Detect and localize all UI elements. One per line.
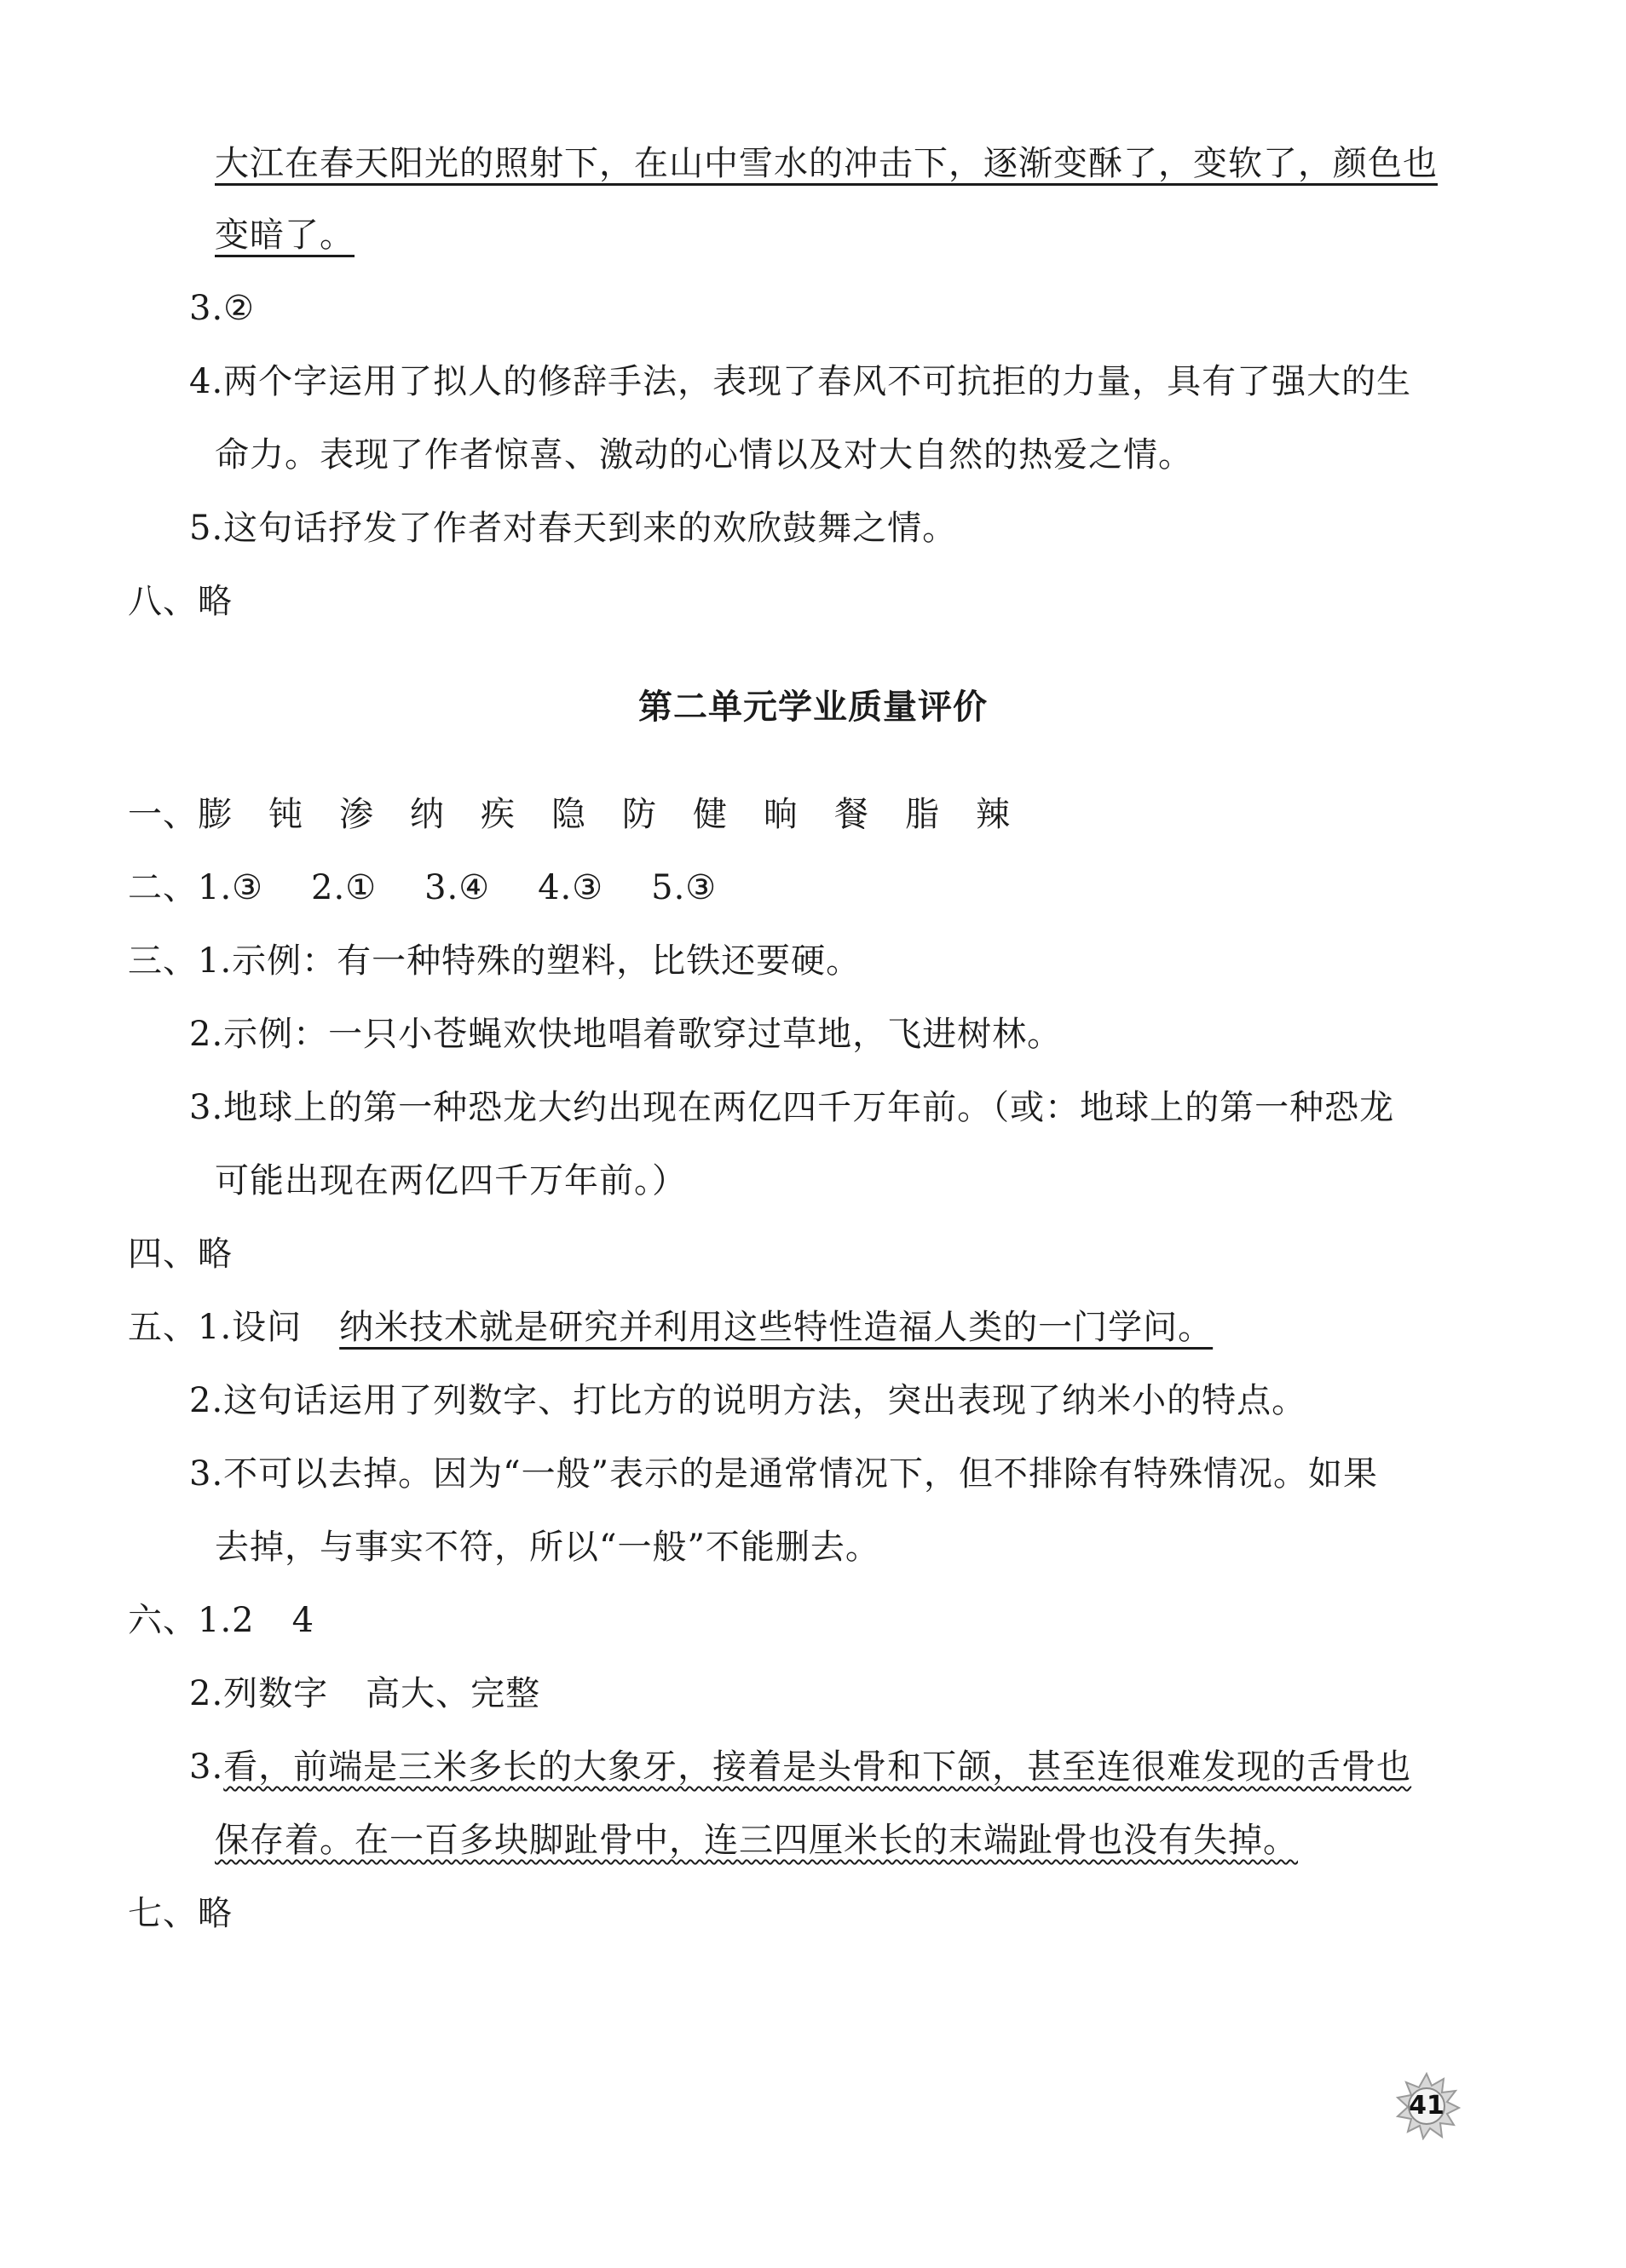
char-11: 脂 — [905, 795, 940, 834]
six-2-label: 2.列数字 — [189, 1674, 329, 1713]
char-5: 疾 — [481, 795, 516, 834]
five-1-label: 五、1.设问 — [128, 1308, 303, 1347]
char-6: 隐 — [551, 795, 586, 834]
six-3-wavy-sentence-2: 保存着。在一百多块脚趾骨中，连三四厘米长的末端趾骨也没有失掉。 — [215, 1821, 1298, 1860]
char-8: 健 — [693, 795, 728, 834]
char-9: 晌 — [764, 795, 799, 834]
page-number-badge — [1392, 2072, 1461, 2140]
char-7: 防 — [622, 795, 657, 834]
char-2: 钝 — [268, 795, 303, 834]
char-4: 纳 — [410, 795, 445, 834]
section-five-3-line-1: 3.不可以去掉。因为“一般”表示的是通常情况下，但不排除有特殊情况。如果 — [189, 1454, 1379, 1494]
section-three-2: 2.示例：一只小苍蝇欢快地唱着歌穿过草地，飞进树林。 — [189, 1015, 1063, 1054]
six-2-value: 高大、完整 — [366, 1674, 541, 1713]
paragraph-line-1: 大江在春天阳光的照射下，在山中雪水的冲击下，逐渐变酥了，变软了，颜色也 — [215, 144, 1438, 183]
section-two — [128, 866, 764, 910]
section-three-3-line-1: 3.地球上的第一种恐龙大约出现在两亿四千万年前。（或：地球上的第一种恐龙 — [189, 1088, 1395, 1127]
section-one-prefix: 一、 — [128, 795, 198, 834]
answer-two-4: 4.③ — [538, 868, 604, 907]
answer-5: 5.这句话抒发了作者对春天到来的欢欣鼓舞之情。 — [189, 509, 958, 548]
char-1: 膨 — [198, 795, 233, 834]
section-five-1 — [128, 1305, 1213, 1350]
six-1-label: 六、1.2 — [128, 1601, 255, 1640]
section-seven: 七、略 — [128, 1894, 233, 1933]
six-3-number: 3. — [189, 1747, 224, 1787]
section-six-3-line-1 — [189, 1745, 1411, 1789]
section-title: 第二单元学业质量评价 — [638, 688, 988, 727]
section-five-3-line-2: 去掉，与事实不符，所以“一般”不能删去。 — [215, 1528, 880, 1567]
answer-two-5: 5.③ — [651, 868, 718, 907]
section-one — [128, 792, 1011, 837]
section-two-prefix: 二、 — [128, 868, 198, 907]
char-10: 餐 — [834, 795, 869, 834]
six-3-wavy-sentence-1: 看，前端是三米多长的大象牙，接着是头骨和下颌，甚至连很难发现的舌骨也 — [223, 1747, 1412, 1787]
section-three-3-line-2: 可能出现在两亿四千万年前。） — [215, 1161, 687, 1200]
section-five-2: 2.这句话运用了列数字、打比方的说明方法，突出表现了纳米小的特点。 — [189, 1381, 1307, 1420]
section-six-2 — [189, 1672, 540, 1716]
paragraph-line-2: 变暗了。 — [215, 216, 355, 255]
answer-two-3: 3.④ — [424, 868, 491, 907]
answer-4-line-2: 命力。表现了作者惊喜、激动的心情以及对大自然的热爱之情。 — [215, 435, 1193, 475]
answer-4-line-1: 4.两个字运用了拟人的修辞手法，表现了春风不可抗拒的力量，具有了强大的生 — [189, 362, 1412, 401]
char-3: 渗 — [339, 795, 374, 834]
five-1-underlined-sentence: 纳米技术就是研究并利用这些特性造福人类的一门学问。 — [339, 1308, 1214, 1347]
answer-two-2: 2.① — [311, 868, 378, 907]
answer-two-1: 1.③ — [198, 868, 264, 907]
page-number: 41 — [1409, 2091, 1444, 2121]
answer-3: 3.② — [189, 289, 256, 328]
char-12: 辣 — [976, 795, 1011, 834]
section-three-1: 三、1.示例：有一种特殊的塑料，比铁还要硬。 — [128, 941, 862, 981]
section-eight: 八、略 — [128, 582, 233, 621]
section-six-3-line-2 — [215, 1818, 1298, 1862]
six-1-value: 4 — [291, 1601, 315, 1640]
section-six-1 — [128, 1598, 314, 1643]
section-four: 四、略 — [128, 1235, 233, 1274]
